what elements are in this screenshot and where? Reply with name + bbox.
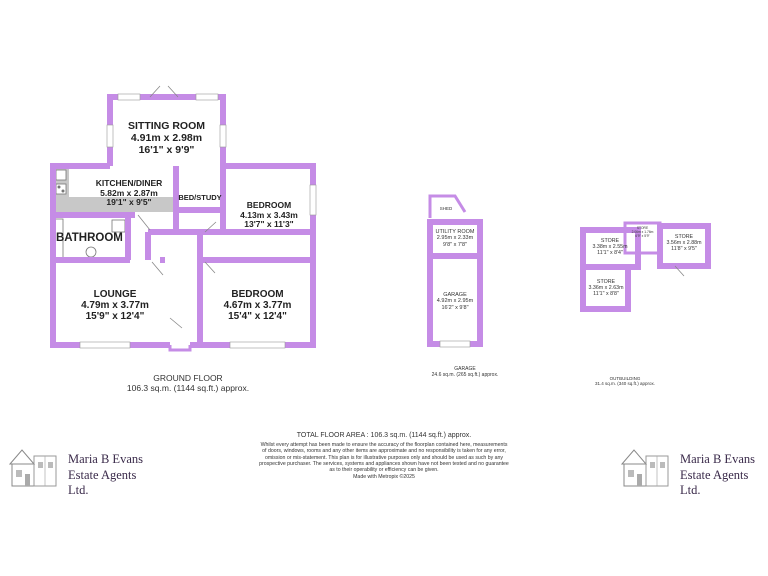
agent-firm: Estate Agents Ltd.	[68, 468, 137, 497]
lounge-imperial: 15'9" x 12'4"	[85, 311, 145, 323]
garage-name: GARAGE	[443, 292, 467, 298]
bedroom2-name: BEDROOM	[231, 289, 284, 300]
store2-name: STORE	[674, 234, 694, 240]
bedroom2-metric: 4.67m x 3.77m	[223, 300, 292, 312]
garage-imperial: 16'2" x 9'8"	[441, 304, 469, 311]
garage-plan	[430, 196, 480, 347]
outbuilding-caption-title: OUTBUILDING	[609, 376, 641, 381]
garage-metric: 4.92m x 2.95m	[436, 298, 474, 305]
store2-metric: 3.56m x 2.88m	[666, 240, 702, 247]
bedroom1-name: BEDROOM	[246, 200, 292, 210]
kitchen-imperial: 19'1" x 9'5"	[106, 197, 152, 208]
bedroom1-imperial: 13'7" x 11'3"	[244, 219, 294, 230]
total-area: TOTAL FLOOR AREA : 106.3 sq.m. (1144 sq.ft.) approx.	[296, 432, 472, 439]
store-small-name: STORE	[636, 226, 649, 230]
utility-label	[432, 229, 478, 248]
toilet-icon	[86, 247, 96, 257]
sitting-room-label	[120, 121, 213, 156]
hob-icon	[56, 184, 66, 194]
store3-label	[584, 279, 628, 297]
agent-logo-right	[618, 444, 768, 497]
agent-name: Maria B Evans	[680, 452, 755, 466]
lounge-name: LOUNGE	[93, 289, 137, 300]
garage-caption-area: 24.6 sq.m. (265 sq.ft.) approx.	[431, 371, 499, 378]
shower-icon	[112, 220, 125, 232]
bathroom-name: BATHROOM	[56, 232, 123, 244]
store2-imperial: 11'8" x 9'5"	[671, 246, 697, 253]
lounge-label	[60, 289, 170, 323]
shed-name: SHED	[439, 206, 453, 211]
store3-imperial: 11'1" x 8'8"	[593, 291, 619, 298]
kitchen-name: KITCHEN/DINER	[95, 178, 163, 188]
disclaimer-line-2: of doors, windows, rooms and any other items are approximate and no responsibility is taken for any error,	[262, 448, 506, 455]
metropix-credit: Made with Metropix ©2025	[353, 473, 415, 480]
agent-logo-left	[6, 444, 156, 497]
bedroom1-metric: 4.13m x 3.43m	[240, 209, 298, 220]
utility-name: UTILITY ROOM	[435, 229, 475, 235]
ground-floor-area: 106.3 sq.m. (1144 sq.ft.) approx.	[126, 382, 250, 393]
garage-label	[432, 292, 478, 311]
bathroom-label	[56, 232, 128, 245]
kitchen-label	[86, 179, 172, 208]
store1-imperial: 11'1" x 8'4"	[597, 250, 623, 257]
door-kitchen	[138, 215, 150, 230]
door-front	[170, 318, 182, 328]
store3-metric: 3.36m x 2.63m	[588, 285, 624, 292]
disclaimer-line-4: prospective purchaser. The services, systems and appliances shown have not been tested and no guarantee	[259, 461, 509, 468]
house-sketch-icon	[618, 444, 674, 490]
bedroom2-imperial: 15'4" x 12'4"	[228, 311, 287, 323]
garage-caption-title: GARAGE	[454, 366, 476, 372]
store1-metric: 3.38m x 2.55m	[592, 244, 628, 251]
house-sketch-icon	[6, 444, 62, 490]
sitting-room-imperial: 16'1" x 9'9"	[138, 143, 195, 156]
store1-label	[585, 238, 635, 256]
lounge-metric: 4.79m x 3.77m	[81, 300, 149, 312]
store1-name: STORE	[600, 238, 620, 244]
disclaimer-line-1: Whilst every attempt has been made to ensure the accuracy of the floorplan contained here, measurements	[260, 442, 508, 448]
sitting-room-name: SITTING ROOM	[128, 120, 205, 132]
ground-floor-title: GROUND FLOOR	[153, 373, 223, 383]
agent-firm: Estate Agents Ltd.	[680, 468, 749, 497]
store-small-metric: 2.06m x 1.76m	[631, 229, 654, 234]
disclaimer-line-5: as to their operability or efficiency can be given.	[329, 467, 439, 474]
door-bedroom2	[205, 262, 215, 273]
utility-metric: 2.95m x 2.33m	[436, 235, 474, 242]
bedroom2-label	[205, 289, 310, 323]
store-small-imperial: 6'9" x 5'9"	[635, 233, 650, 238]
sink-icon	[56, 170, 66, 180]
utility-imperial: 9'8" x 7'8"	[442, 241, 468, 248]
disclaimer	[234, 442, 534, 480]
outbuilding-caption-area: 31.4 sq.m. (340 sq.ft.) approx.	[594, 381, 656, 387]
garage-caption	[415, 367, 515, 379]
shed-label	[434, 206, 458, 211]
door-lounge	[152, 262, 163, 275]
store2-label	[661, 234, 707, 252]
agent-name: Maria B Evans	[68, 452, 143, 466]
bed-study-name: BED/STUDY	[178, 193, 222, 202]
store3-name: STORE	[596, 279, 616, 285]
store-small-label	[626, 227, 659, 238]
ground-floor-caption	[108, 374, 268, 394]
bedroom1-label	[228, 201, 310, 230]
bed-study-label	[178, 194, 222, 202]
outbuilding-caption	[575, 376, 675, 386]
sitting-room-metric: 4.91m x 2.98m	[130, 131, 203, 144]
disclaimer-line-3: omission or mis-statement. This plan is for illustrative purposes only and should be used as such by any	[264, 454, 504, 461]
kitchen-metric: 5.82m x 2.87m	[100, 187, 158, 198]
